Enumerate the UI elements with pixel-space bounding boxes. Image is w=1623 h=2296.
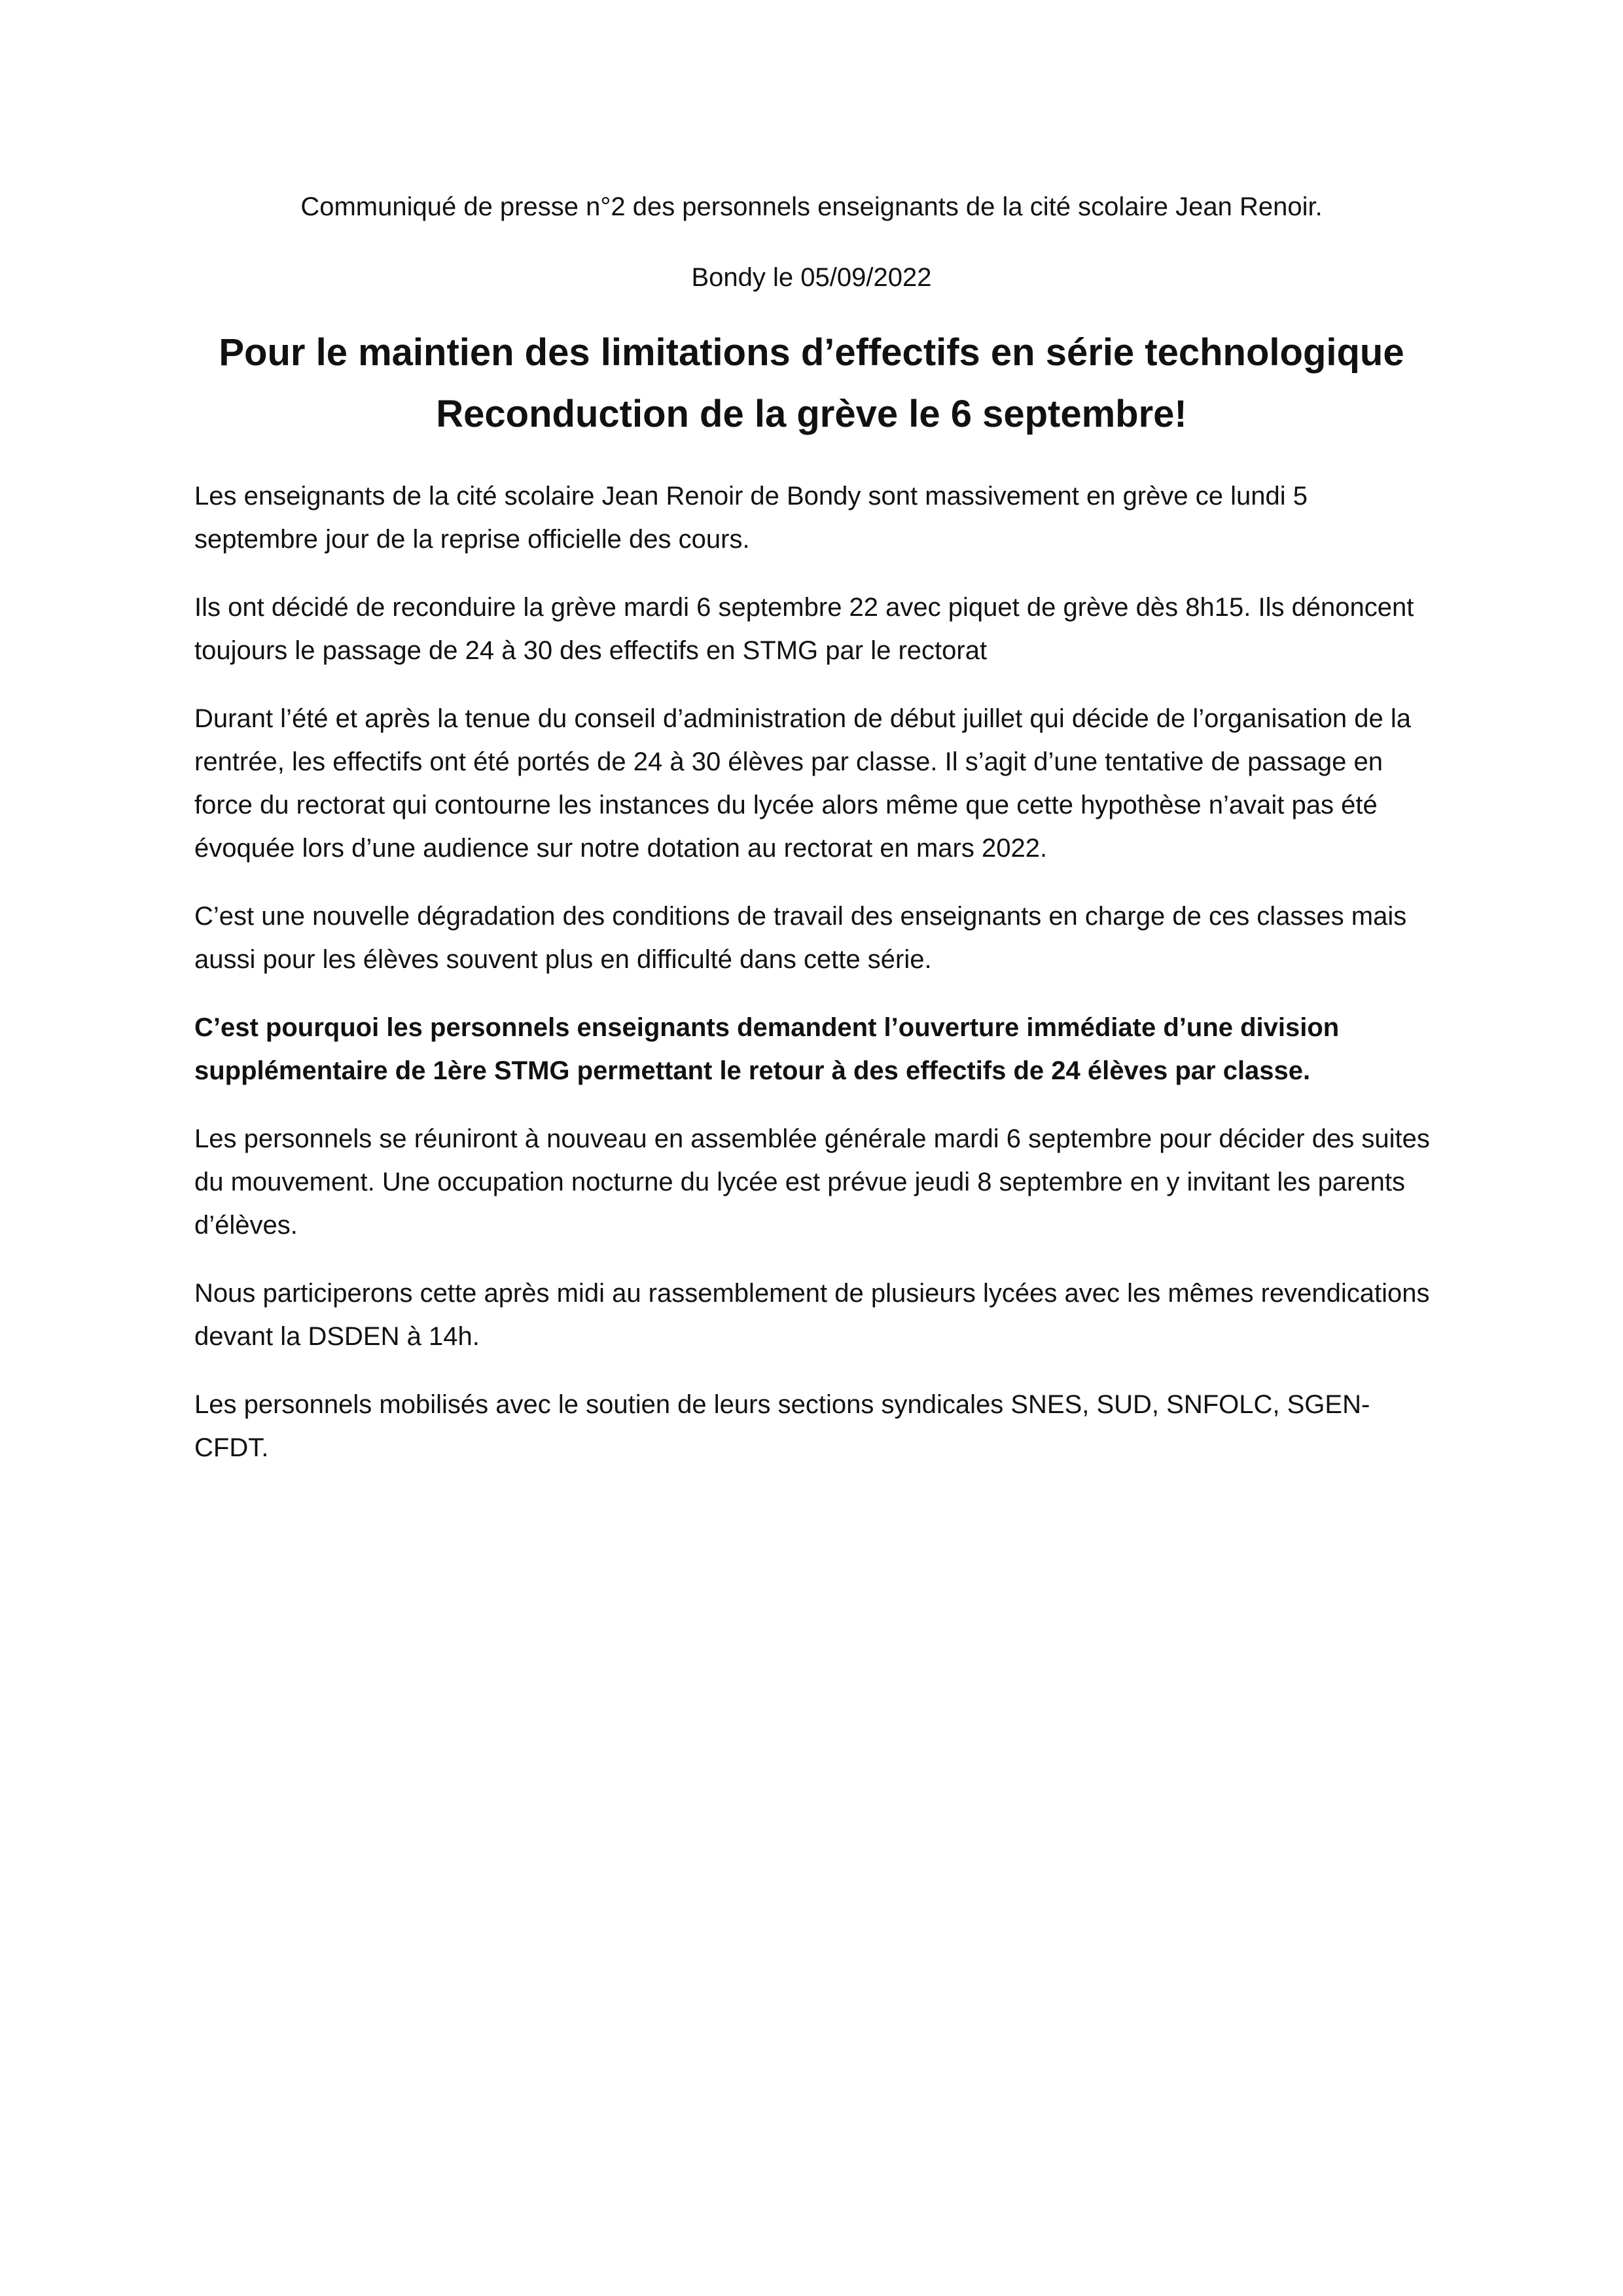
- paragraph-reconduction: Ils ont décidé de reconduire la grève mardi 6 septembre 22 avec piquet de grève dès 8h15. Ils dénoncent toujours le passage de 24 à 30 des effectifs en STMG par le rectorat: [194, 593, 1414, 665]
- paragraph-assembly: Les personnels se réuniront à nouveau en assemblée générale mardi 6 septembre pour décider des suites du mouvement. Une occupation nocturne du lycée est prévue jeudi 8 septembre en y invitant les parents d’élèves.: [194, 1124, 1430, 1240]
- paragraph-demand: C’est pourquoi les personnels enseignants demandent l’ouverture immédiate d’une division supplémentaire de 1ère STMG permettant le retour à des effectifs de 24 élèves par classe.: [194, 1013, 1340, 1085]
- headline-line-1: Pour le maintien des limitations d’effectifs en série technologique: [219, 331, 1404, 374]
- headline: [0, 322, 1623, 445]
- body-text: [194, 475, 1438, 1494]
- press-release-intro: Communiqué de presse n°2 des personnels enseignants de la cité scolaire Jean Renoir.: [300, 192, 1323, 221]
- paragraph-strike: Les enseignants de la cité scolaire Jean Renoir de Bondy sont massivement en grève ce lundi 5 septembre jour de la reprise officielle des cours.: [194, 482, 1308, 554]
- headline-line-2: Reconduction de la grève le 6 septembre!: [436, 393, 1187, 435]
- paragraph-context: Durant l’été et après la tenue du conseil d’administration de début juillet qui décide de l’organisation de la rentrée, les effectifs ont été portés de 24 à 30 élèves par classe. Il s’agit d’une tentative de passage en force du rectorat qui contourne les instances du lycée alors même que cette hypothèse n’avait pas été évoquée lors d’une audience sur notre dotation au rectorat en mars 2022.: [194, 704, 1411, 863]
- paragraph-rally: Nous participerons cette après midi au rassemblement de plusieurs lycées avec les mêmes revendications devant la DSDEN à 14h.: [194, 1279, 1430, 1351]
- paragraph-degradation: C’est une nouvelle dégradation des conditions de travail des enseignants en charge de ces classes mais aussi pour les élèves souvent plus en difficulté dans cette série.: [194, 902, 1407, 974]
- paragraph-signature: Les personnels mobilisés avec le soutien de leurs sections syndicales SNES, SUD, SNFOLC, SGEN-CFDT.: [194, 1390, 1370, 1462]
- dateline: Bondy le 05/09/2022: [691, 263, 932, 292]
